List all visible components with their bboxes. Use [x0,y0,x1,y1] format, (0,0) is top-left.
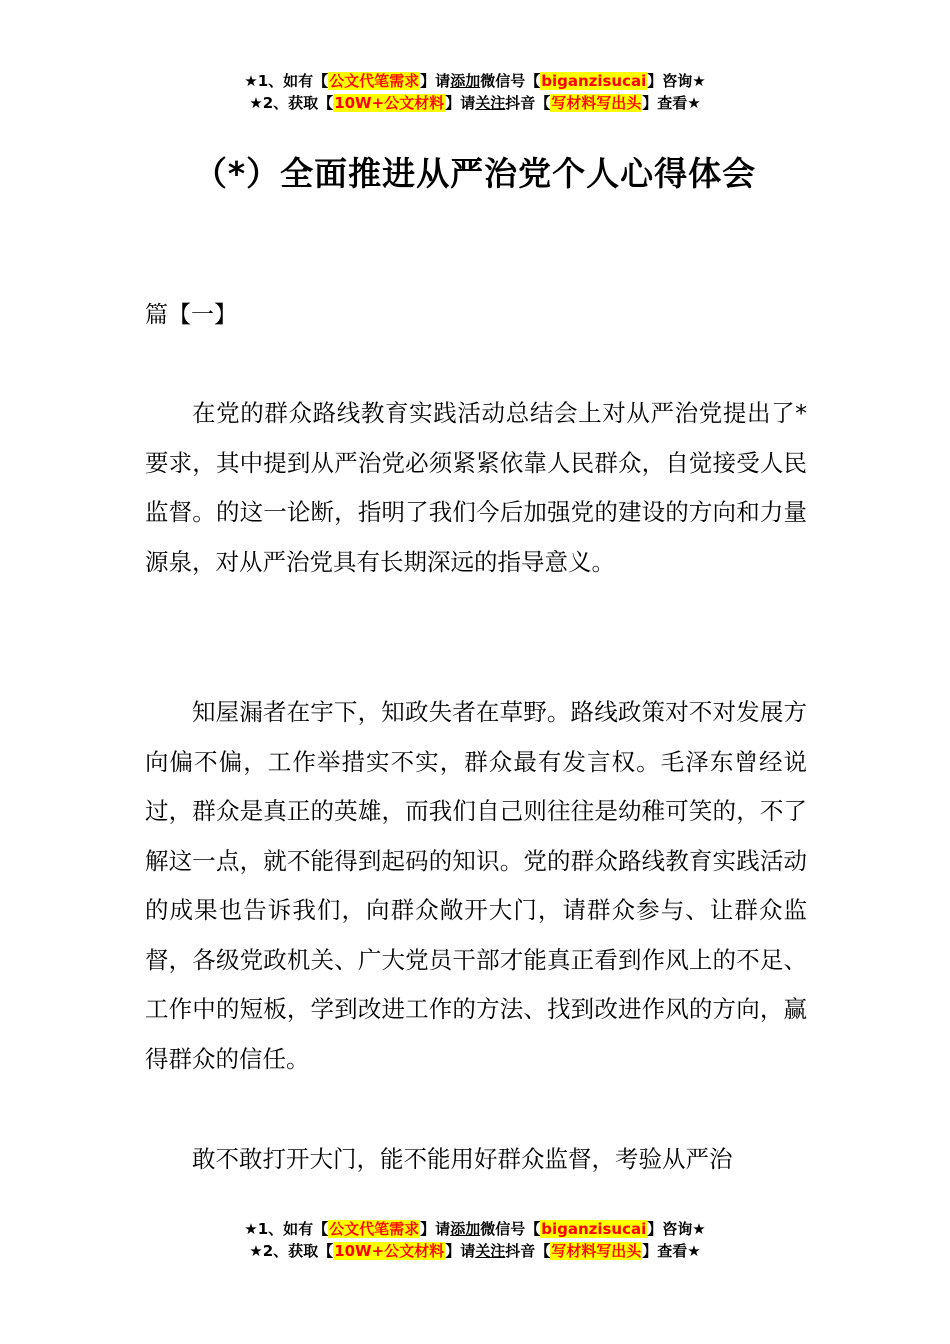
page-title: （*）全面推进从严治党个人心得体会 [193,154,757,193]
highlight-materials: 10W+公文材料 [334,94,445,112]
footer-banner [0,1218,950,1262]
footer-line-2: ★2、获取【10W+公文材料】请关注抖音【写材料写出头】查看★ [249,1242,701,1260]
footer-line-1: ★1、如有【公文代笔需求】请添加微信号【biganzisucai】咨询★ [244,1220,706,1238]
header-banner [0,70,950,114]
banner-line-2: ★2、获取【10W+公文材料】请关注抖音【写材料写出头】查看★ [249,94,701,112]
banner-line-1: ★1、如有【公文代笔需求】请添加微信号【biganzisucai】咨询★ [244,72,706,90]
paragraph-1: 在党的群众路线教育实践活动总结会上对从严治党提出了*要求，其中提到从严治党必须紧紧依靠人民群众，自觉接受人民监督。的这一论断，指明了我们今后加强党的建设的方向和力量源泉，对从严治党具有长期深远的指导意义。 [145,399,807,576]
highlight-wechat-id: biganzisucai [541,1220,647,1238]
paragraph-2: 知屋漏者在宇下，知政失者在草野。路线政策对不对发展方向偏不偏，工作举措实不实，群众最有发言权。毛泽东曾经说过，群众是真正的英雄，而我们自己则往往是幼稚可笑的，不了解这一点，就不能得到起码的知识。党的群众路线教育实践活动的成果也告诉我们，向群众敞开大门，请群众参与、让群众监督，各级党政机关、广大党员干部才能真正看到作风上的不足、工作中的短板，学到改进工作的方法、找到改进作风的方向，赢得群众的信任。 [145,698,807,1073]
highlight-service: 公文代笔需求 [329,1220,420,1238]
highlight-wechat-id: biganzisucai [541,72,647,90]
paragraph-3: 敢不敢打开大门，能不能用好群众监督，考验从严治 [192,1145,733,1173]
highlight-douyin-account: 写材料写出头 [551,1242,642,1260]
section-label: 篇【一】 [145,302,237,328]
highlight-douyin-account: 写材料写出头 [551,94,642,112]
highlight-service: 公文代笔需求 [329,72,420,90]
highlight-materials: 10W+公文材料 [334,1242,445,1260]
